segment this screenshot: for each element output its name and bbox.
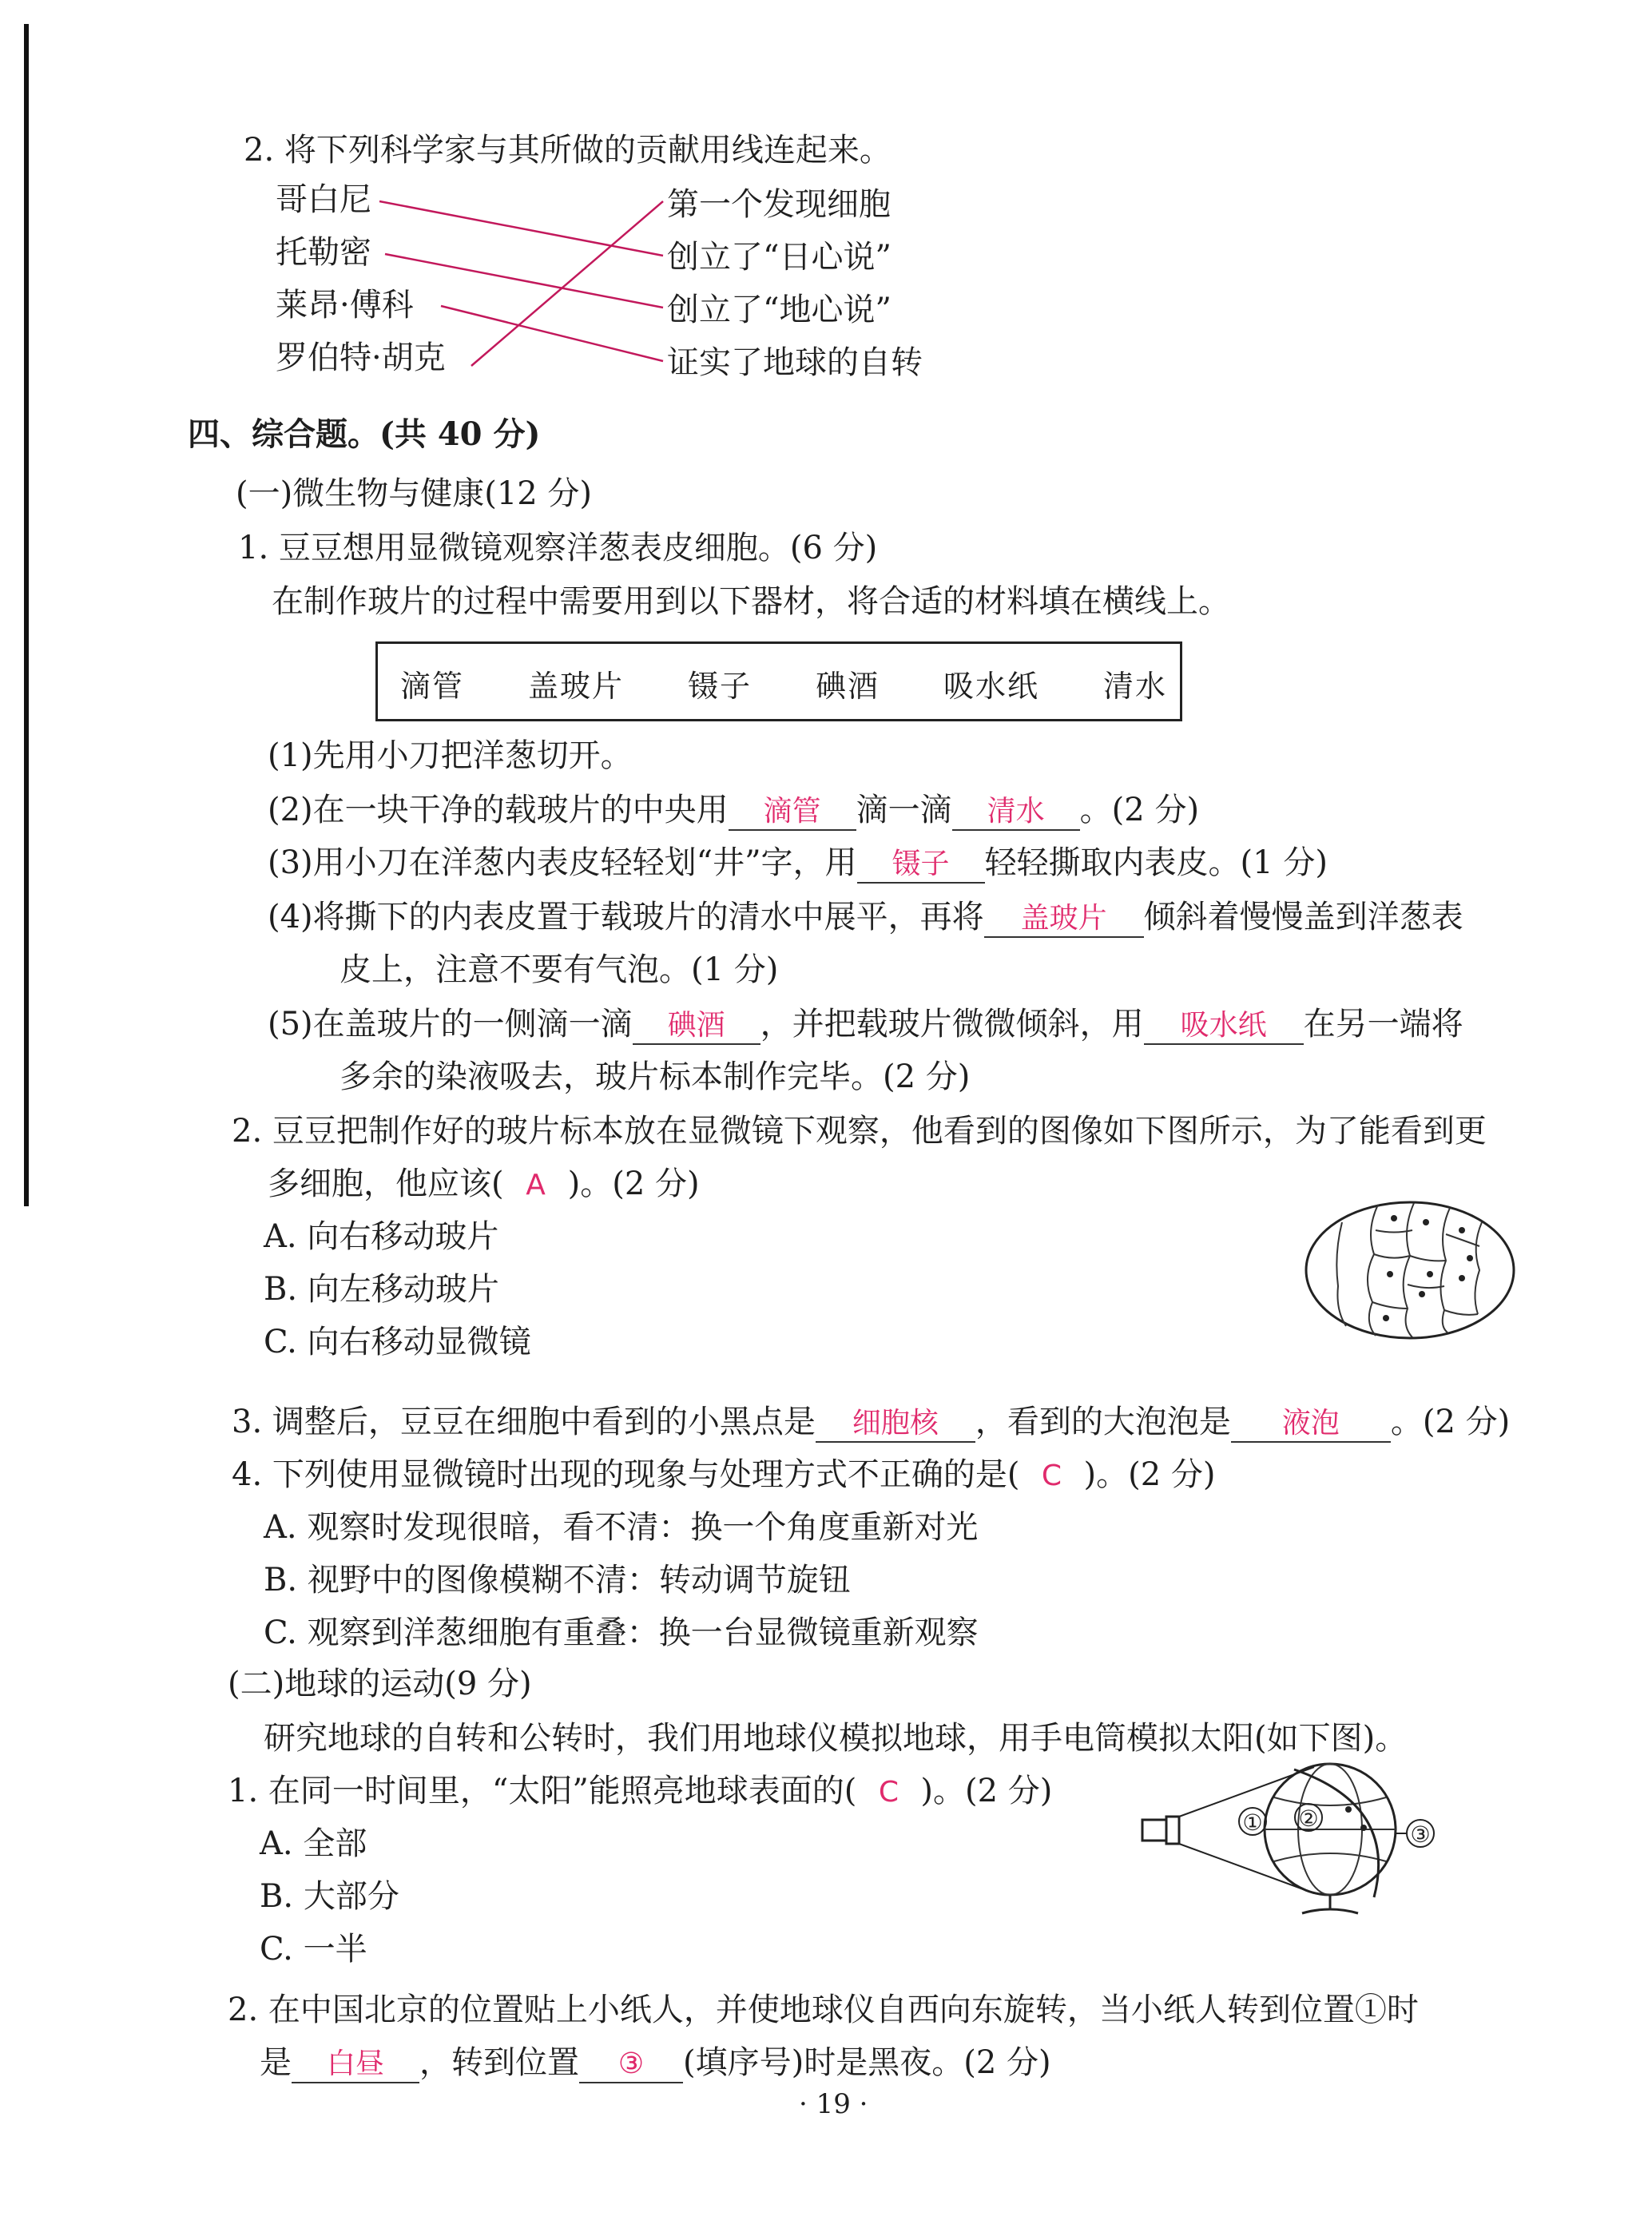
- diagram-label-3: ③: [1410, 1821, 1431, 1848]
- scientist-hooke: 罗伯特·胡克: [276, 340, 446, 376]
- diagram-label-1: ①: [1242, 1809, 1263, 1836]
- q4-answer: C: [1041, 1460, 1062, 1492]
- q2-answer: A: [526, 1169, 546, 1201]
- materials-box: [375, 641, 1182, 721]
- contribution-first-cell: 第一个发现细胞: [667, 186, 891, 223]
- part2-title: (二)地球的运动(9 分): [228, 1666, 532, 1702]
- part2-intro: 研究地球的自转和公转时，我们用地球仪模拟地球，用手电筒模拟太阳(如下图)。: [264, 1720, 1408, 1757]
- matching-question: 2. 将下列科学家与其所做的贡献用线连起来。: [244, 132, 892, 169]
- contribution-geocentric: 创立了“地心说”: [667, 292, 892, 328]
- q4: 4. 下列使用显微镜时出现的现象与处理方式不正确的是( C )。(2 分): [232, 1456, 1216, 1493]
- q1-step3: (3)用小刀在洋葱内表皮轻轻划“井”字，用 镊子 轻轻撕取内表皮。(1 分): [268, 840, 1328, 885]
- answer-nucleus: 细胞核: [852, 1407, 939, 1440]
- contribution-earth-rotation: 证实了地球的自转: [667, 344, 923, 381]
- scientist-copernicus: 哥白尼: [276, 181, 371, 218]
- answer-iodine: 碘酒: [667, 1009, 725, 1042]
- answer-daytime: 白昼: [326, 2047, 384, 2080]
- p2-q1-option-b: B. 大部分: [260, 1878, 399, 1915]
- q4-option-a: A. 观察时发现很暗，看不清：换一个角度重新对光: [264, 1509, 979, 1546]
- scientist-foucault: 莱昂·傅科: [276, 287, 414, 324]
- q2-stem: 2. 豆豆把制作好的玻片标本放在显微镜下观察，他看到的图像如下图所示，为了能看到更: [232, 1113, 1487, 1150]
- q3: 3. 调整后，豆豆在细胞中看到的小黑点是 细胞核 ，看到的大泡泡是 液泡 。(2 分): [232, 1400, 1510, 1444]
- diagram-label-2: ②: [1298, 1805, 1319, 1832]
- q1-step1: (1)先用小刀把洋葱切开。: [268, 737, 633, 774]
- q1-step4: (4)将撕下的内表皮置于载玻片的清水中展平，再将 盖玻片 倾斜着慢慢盖到洋葱表: [268, 895, 1463, 939]
- material-cover-slip: 盖玻片: [528, 669, 625, 704]
- q4-option-c: C. 观察到洋葱细胞有重叠：换一台显微镜重新观察: [264, 1614, 979, 1651]
- match-line-copernicus: [379, 201, 663, 256]
- q1-step5: (5)在盖玻片的一侧滴一滴 碘酒 ，并把载玻片微微倾斜，用 吸水纸 在另一端将: [268, 1002, 1463, 1046]
- answer-vacuole: 液泡: [1281, 1407, 1340, 1440]
- material-water: 清水: [1103, 669, 1168, 704]
- p2-q1-answer: C: [878, 1776, 899, 1809]
- part1-title: (一)微生物与健康(12 分): [236, 475, 593, 512]
- q1-step4-cont: 皮上，注意不要有气泡。(1 分): [340, 951, 779, 988]
- q1-step2: (2)在一块干净的载玻片的中央用 滴管 滴一滴 清水 。(2 分): [268, 788, 1199, 832]
- answer-position-3: ③: [618, 2047, 645, 2080]
- globe-flashlight-illustration: [1134, 1757, 1438, 1925]
- p2-q2-line2: 是 白昼 ，转到位置 ③ (填序号)时是黑夜。(2 分): [260, 2040, 1051, 2085]
- contribution-heliocentric: 创立了“日心说”: [667, 239, 892, 276]
- answer-tweezers: 镊子: [892, 848, 950, 880]
- p2-q1-option-a: A. 全部: [260, 1825, 367, 1862]
- material-dropper: 滴管: [400, 669, 465, 704]
- q1-stem: 1. 豆豆想用显微镜观察洋葱表皮细胞。(6 分): [238, 530, 878, 566]
- p2-q2-line1: 2. 在中国北京的位置贴上小纸人，并使地球仪自西向东旋转，当小纸人转到位置①时: [228, 1992, 1419, 2028]
- q2-option-c: C. 向右移动显微镜: [264, 1324, 531, 1360]
- answer-cover-slip: 盖玻片: [1020, 902, 1107, 935]
- q1-step5-cont: 多余的染液吸去，玻片标本制作完毕。(2 分): [340, 1058, 971, 1095]
- match-line-ptolemy: [385, 254, 663, 308]
- page-number: · 19 ·: [799, 2088, 868, 2120]
- material-blotting-paper: 吸水纸: [943, 669, 1040, 704]
- q2-option-b: B. 向左移动玻片: [264, 1271, 499, 1308]
- onion-cells-illustration: [1302, 1198, 1518, 1342]
- answer-blotting-paper: 吸水纸: [1180, 1009, 1267, 1042]
- p2-q1-option-c: C. 一半: [260, 1931, 367, 1968]
- material-iodine: 碘酒: [816, 669, 880, 704]
- scientist-ptolemy: 托勒密: [276, 234, 371, 271]
- answer-dropper: 滴管: [763, 795, 821, 828]
- answer-water: 清水: [987, 795, 1045, 828]
- q2-stem-cont: 多细胞，他应该( A )。(2 分): [268, 1166, 700, 1202]
- match-line-hooke: [471, 201, 663, 366]
- match-line-foucault: [441, 306, 663, 361]
- material-tweezers: 镊子: [688, 669, 753, 704]
- p2-q1: 1. 在同一时间里，“太阳”能照亮地球表面的( C )。(2 分): [228, 1773, 1053, 1809]
- q4-option-b: B. 视野中的图像模糊不清：转动调节旋钮: [264, 1562, 851, 1599]
- section-title: 四、综合题。(共 40 分): [188, 415, 541, 453]
- q2-option-a: A. 向右移动玻片: [264, 1218, 499, 1255]
- q1-intro: 在制作玻片的过程中需要用到以下器材，将合适的材料填在横线上。: [272, 583, 1230, 620]
